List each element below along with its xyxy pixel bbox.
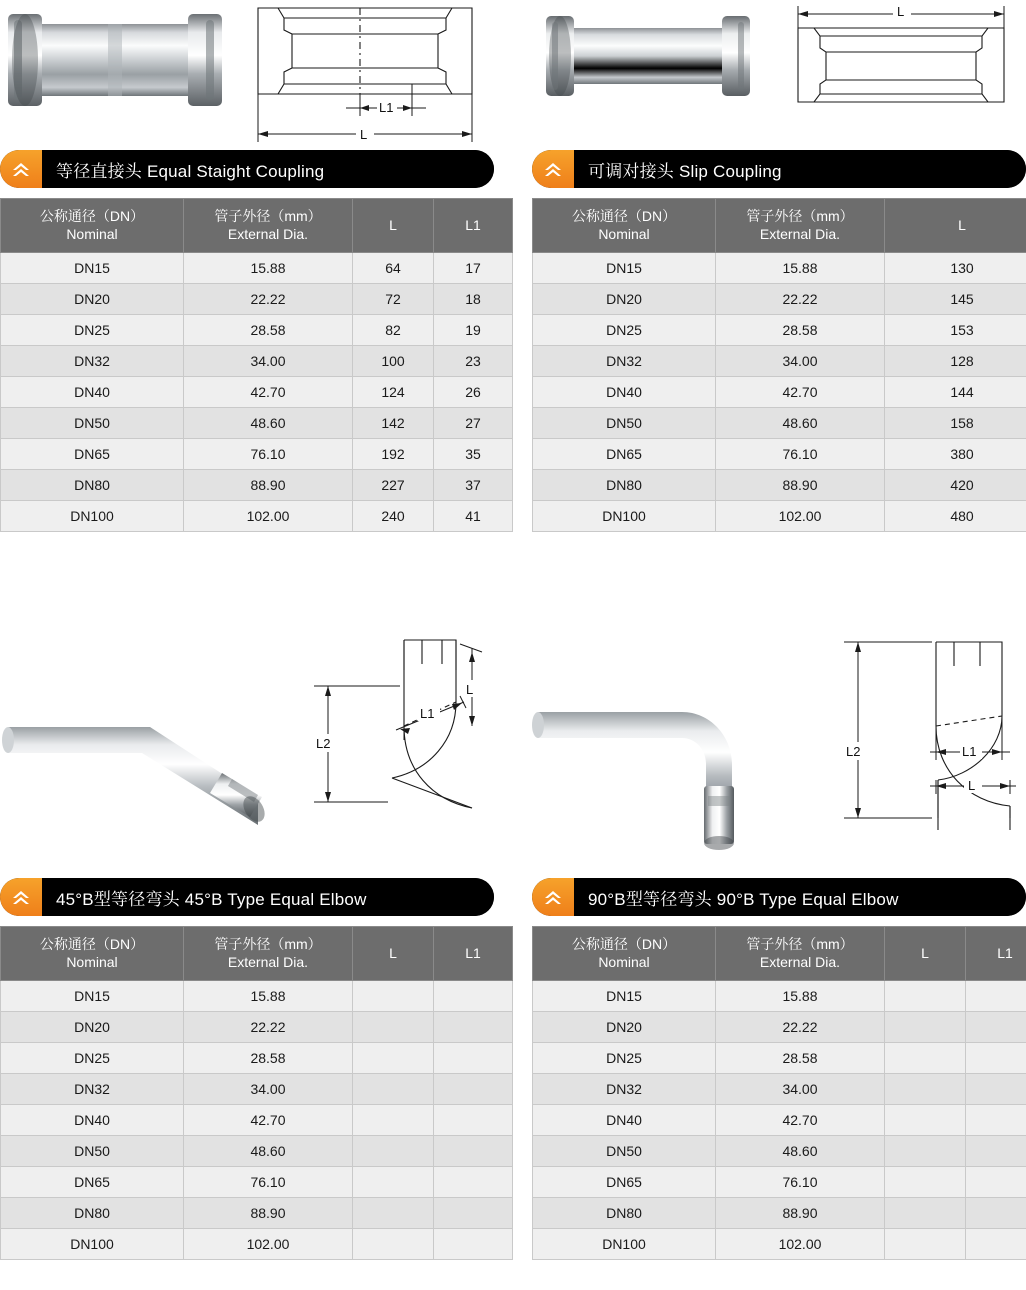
cell-l: 82 [353,315,434,346]
cell-l1 [434,1229,513,1260]
dim-label-L1: L1 [420,706,435,721]
cell-l1: 37 [434,470,513,501]
table-row [533,470,1026,501]
cell-l1 [966,1136,1026,1167]
dim-label-L1: L1 [379,100,394,115]
cell-l: 240 [353,501,434,532]
section-title-en: 45°B Type Equal Elbow [184,889,367,909]
cell-l: 72 [353,284,434,315]
cell-l1 [434,1198,513,1229]
section-45-b-type-equal-elbow [0,630,494,1260]
table-row [1,1136,513,1167]
cell-dia: 15.88 [716,253,885,284]
product-illustration-row [532,630,1026,878]
cell-l [353,1167,434,1198]
cell-l [885,1043,966,1074]
cell-dia: 42.70 [716,377,885,408]
cell-dn: DN20 [533,284,716,315]
cell-dn: DN40 [1,1105,184,1136]
dim-label-L: L [466,682,474,697]
cell-l1 [434,1074,513,1105]
table-row [533,315,1026,346]
table-row [533,346,1026,377]
header-l1: L1 [966,927,1026,981]
cell-l1 [434,1136,513,1167]
cell-dia: 88.90 [716,1198,885,1229]
cell-l1: 18 [434,284,513,315]
cell-dn: DN15 [533,253,716,284]
cell-l: 64 [353,253,434,284]
cell-dia: 22.22 [716,284,885,315]
header-l1: L1 [434,927,513,981]
cell-dn: DN50 [533,408,716,439]
cell-l: 145 [885,284,1026,315]
cell-dn: DN25 [1,315,184,346]
header-l: L [353,199,434,253]
product-illustration-row [0,630,494,878]
cell-l [885,981,966,1012]
spec-table-slip-coupling [532,198,1026,532]
dim-label-L2: L2 [846,744,861,759]
product-photo-45-elbow [0,705,290,845]
table-row [533,1136,1026,1167]
table-row [533,284,1026,315]
cell-l1: 26 [434,377,513,408]
cell-dn: DN32 [533,1074,716,1105]
cell-dn: DN65 [533,1167,716,1198]
cell-dn: DN40 [533,1105,716,1136]
table-row [1,315,513,346]
table-row [1,1074,513,1105]
section-title-en: Slip Coupling [678,161,782,181]
cell-l1 [434,1167,513,1198]
cell-l1 [966,1198,1026,1229]
cell-dn: DN65 [1,439,184,470]
table-row [1,377,513,408]
cell-dn: DN50 [1,1136,184,1167]
cell-l [885,1105,966,1136]
cell-l1 [966,1167,1026,1198]
cell-l [353,981,434,1012]
cell-l: 124 [353,377,434,408]
product-photo-slip-coupling [532,4,764,114]
cell-dia: 76.10 [716,439,885,470]
cell-l [885,1229,966,1260]
spec-table-90-b-type-equal-elbow [532,926,1026,1260]
cell-dn: DN15 [533,981,716,1012]
section-title [42,157,324,182]
cell-dia: 22.22 [184,284,353,315]
cell-l1: 35 [434,439,513,470]
table-row [533,1229,1026,1260]
cell-l [353,1074,434,1105]
cell-l1 [434,1012,513,1043]
cell-dia: 48.60 [184,408,353,439]
table-row [533,408,1026,439]
cell-l1 [966,1074,1026,1105]
cell-dia: 88.90 [184,470,353,501]
cell-dn: DN80 [533,470,716,501]
cell-dia: 42.70 [716,1105,885,1136]
cell-dia: 34.00 [184,1074,353,1105]
section-banner-equal-straight-coupling [0,150,494,188]
cell-l1: 19 [434,315,513,346]
section-banner-45-b-type-equal-elbow [0,878,494,916]
table-row [533,253,1026,284]
cell-dn: DN40 [533,377,716,408]
cell-dn: DN25 [1,1043,184,1074]
table-row [533,501,1026,532]
table-row [1,1105,513,1136]
technical-drawing-45-elbow [296,630,494,870]
cell-dia: 48.60 [716,1136,885,1167]
spec-table-equal-straight-coupling [0,198,513,532]
section-title-cn: 可调对接头 [588,161,674,181]
cell-dia: 34.00 [716,1074,885,1105]
table-row [1,470,513,501]
product-photo-90-elbow [532,700,812,860]
dim-label-L: L [360,127,368,142]
table-row [533,1198,1026,1229]
table-header-row [1,927,513,981]
header-external-dia: 管子外径（mm） External Dia. [184,927,353,981]
header-external-dia: 管子外径（mm） External Dia. [184,199,353,253]
header-nominal: 公称通径（DN） Nominal [533,199,716,253]
cell-dn: DN100 [533,501,716,532]
section-title [42,885,367,910]
cell-dn: DN80 [1,470,184,501]
cell-dia: 34.00 [716,346,885,377]
technical-drawing-slip-coupling [780,0,1026,120]
section-banner-90-b-type-equal-elbow [532,878,1026,916]
cell-dia: 28.58 [716,315,885,346]
cell-l [353,1043,434,1074]
table-row [1,1198,513,1229]
table-row [1,1012,513,1043]
cell-dn: DN100 [1,1229,184,1260]
cell-dn: DN15 [1,253,184,284]
technical-drawing-90-elbow [818,630,1026,870]
cell-l [885,1136,966,1167]
header-external-dia: 管子外径（mm） External Dia. [716,927,885,981]
cell-dn: DN50 [533,1136,716,1167]
cell-dn: DN20 [533,1012,716,1043]
table-row [1,1167,513,1198]
cell-l1: 41 [434,501,513,532]
cell-dia: 15.88 [184,253,353,284]
section-title-en: 90°B Type Equal Elbow [716,889,899,909]
section-equal-straight-coupling [0,0,494,532]
cell-l: 420 [885,470,1026,501]
cell-dia: 15.88 [184,981,353,1012]
cell-dn: DN100 [1,501,184,532]
table-row [1,408,513,439]
table-row [1,981,513,1012]
cell-l: 142 [353,408,434,439]
cell-l1: 27 [434,408,513,439]
section-title-cn: 90°B型等径弯头 [588,889,712,909]
table-row [1,1229,513,1260]
table-row [1,501,513,532]
cell-dn: DN65 [1,1167,184,1198]
table-row [533,1105,1026,1136]
table-row [1,253,513,284]
cell-dia: 48.60 [184,1136,353,1167]
cell-l: 158 [885,408,1026,439]
dim-label-L1: L1 [962,744,977,759]
cell-dn: DN40 [1,377,184,408]
header-l: L [885,199,1026,253]
cell-l [885,1167,966,1198]
cell-l: 480 [885,501,1026,532]
cell-dia: 48.60 [716,408,885,439]
product-photo-equal-straight-coupling [0,0,230,120]
cell-dn: DN80 [1,1198,184,1229]
header-l1: L1 [434,199,513,253]
cell-l: 227 [353,470,434,501]
double-chevron-up-icon [0,878,42,916]
cell-l [885,1198,966,1229]
dim-label-L: L [897,4,905,19]
double-chevron-up-icon [532,878,574,916]
table-row [533,377,1026,408]
header-nominal: 公称通径（DN） Nominal [1,199,184,253]
cell-dn: DN25 [533,1043,716,1074]
table-row [533,1012,1026,1043]
cell-dia: 42.70 [184,377,353,408]
table-row [1,284,513,315]
cell-dn: DN100 [533,1229,716,1260]
spec-table-45-b-type-equal-elbow [0,926,513,1260]
cell-l: 100 [353,346,434,377]
cell-l [353,1229,434,1260]
cell-dia: 102.00 [184,501,353,532]
section-title-cn: 等径直接头 [56,161,142,181]
table-header-row [533,927,1026,981]
cell-l: 130 [885,253,1026,284]
cell-dn: DN65 [533,439,716,470]
cell-l1 [434,981,513,1012]
table-row [533,1167,1026,1198]
section-slip-coupling [532,0,1026,532]
header-nominal: 公称通径（DN） Nominal [1,927,184,981]
cell-l [885,1074,966,1105]
section-banner-slip-coupling [532,150,1026,188]
double-chevron-up-icon [532,150,574,188]
cell-dn: DN32 [1,1074,184,1105]
cell-l [353,1105,434,1136]
cell-l: 153 [885,315,1026,346]
header-external-dia: 管子外径（mm） External Dia. [716,199,885,253]
cell-dn: DN32 [533,346,716,377]
cell-l1 [966,981,1026,1012]
cell-l1 [966,1229,1026,1260]
cell-dia: 34.00 [184,346,353,377]
cell-l: 380 [885,439,1026,470]
section-title-en: Equal Staight Coupling [146,161,325,181]
table-header-row [1,199,513,253]
table-row [1,439,513,470]
cell-dia: 102.00 [716,501,885,532]
product-illustration-row [0,0,494,150]
cell-dn: DN80 [533,1198,716,1229]
cell-l: 192 [353,439,434,470]
cell-dia: 76.10 [184,1167,353,1198]
cell-dia: 22.22 [184,1012,353,1043]
table-row [533,1074,1026,1105]
cell-dn: DN50 [1,408,184,439]
dim-label-L: L [968,778,976,793]
section-90-b-type-equal-elbow [532,630,1026,1260]
table-row [533,1043,1026,1074]
header-l: L [353,927,434,981]
section-title [574,157,782,182]
cell-dn: DN20 [1,284,184,315]
double-chevron-up-icon [0,150,42,188]
table-row [533,439,1026,470]
cell-l1 [966,1012,1026,1043]
header-nominal: 公称通径（DN） Nominal [533,927,716,981]
cell-dn: DN32 [1,346,184,377]
cell-l [353,1198,434,1229]
cell-dia: 102.00 [184,1229,353,1260]
table-row [1,346,513,377]
cell-l1 [434,1105,513,1136]
section-title-cn: 45°B型等径弯头 [56,889,180,909]
cell-l [885,1012,966,1043]
cell-dn: DN15 [1,981,184,1012]
cell-l1: 17 [434,253,513,284]
cell-dia: 42.70 [184,1105,353,1136]
cell-dia: 88.90 [184,1198,353,1229]
cell-dia: 15.88 [716,981,885,1012]
cell-dia: 76.10 [716,1167,885,1198]
cell-dia: 28.58 [184,315,353,346]
section-title [574,885,899,910]
cell-l [353,1012,434,1043]
cell-l: 128 [885,346,1026,377]
cell-l: 144 [885,377,1026,408]
cell-dn: DN25 [533,315,716,346]
cell-l1 [434,1043,513,1074]
cell-dia: 28.58 [716,1043,885,1074]
header-l: L [885,927,966,981]
table-row [1,1043,513,1074]
technical-drawing-equal-straight-coupling [236,0,494,150]
cell-dia: 102.00 [716,1229,885,1260]
cell-l [353,1136,434,1167]
cell-dia: 88.90 [716,470,885,501]
cell-dia: 76.10 [184,439,353,470]
table-row [533,981,1026,1012]
cell-l1 [966,1105,1026,1136]
cell-dn: DN20 [1,1012,184,1043]
cell-l1 [966,1043,1026,1074]
cell-l1: 23 [434,346,513,377]
cell-dia: 28.58 [184,1043,353,1074]
product-illustration-row [532,0,1026,150]
cell-dia: 22.22 [716,1012,885,1043]
dim-label-L2: L2 [316,736,331,751]
table-header-row [533,199,1026,253]
